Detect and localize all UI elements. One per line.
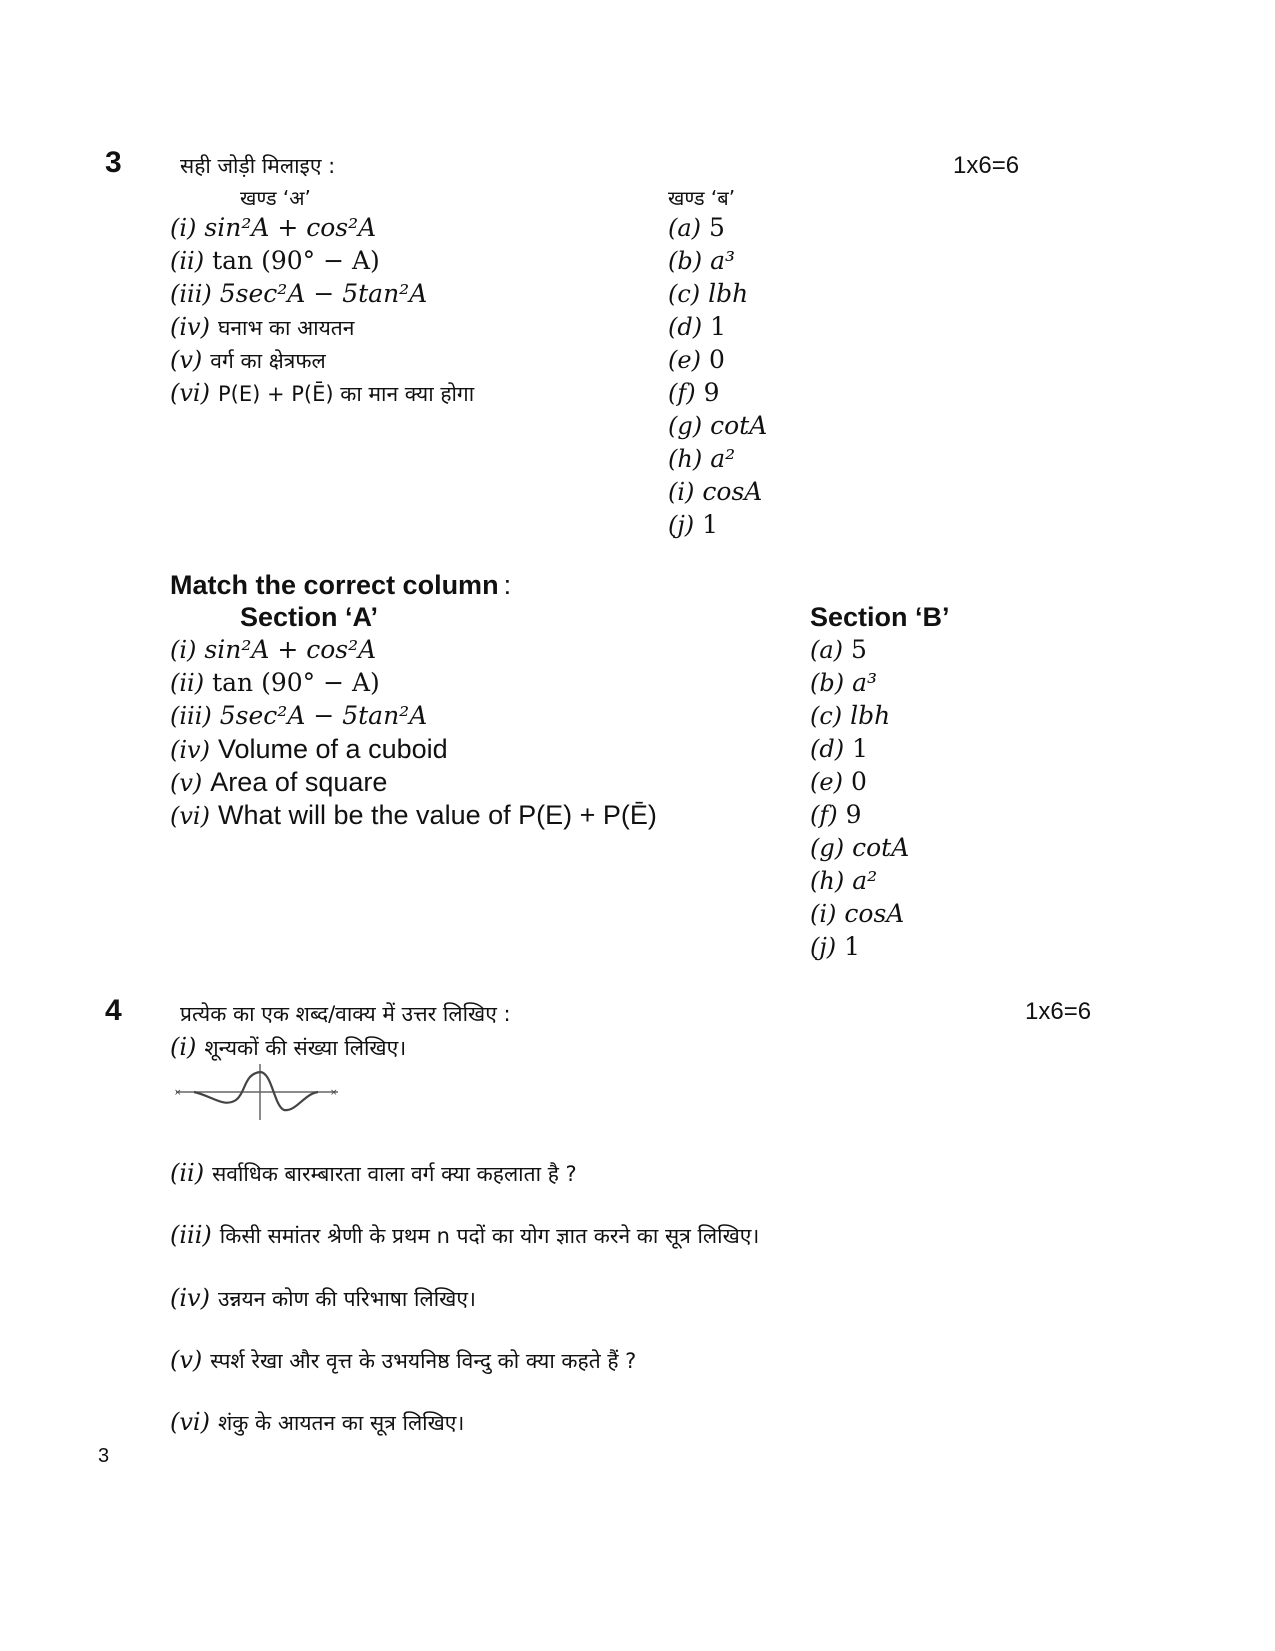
graph-x-arrow-left: × — [174, 1088, 182, 1098]
item-label: (h) — [668, 445, 703, 473]
match-left-item — [170, 378, 474, 408]
item-label: (v) — [170, 769, 203, 797]
match-right-item — [668, 510, 718, 539]
item-text: 1 — [702, 510, 719, 539]
item-label: (v) — [170, 1346, 203, 1374]
item-text: शंकु के आयतन का सूत्र लिखिए। — [217, 1411, 465, 1435]
item-text: cosA — [844, 899, 905, 928]
item-text: किसी समांतर श्रेणी के प्रथम n पदों का योग ज्ञात करने का सूत्र लिखिए। — [219, 1224, 760, 1248]
item-text: वर्ग का क्षेत्रफल — [210, 349, 326, 373]
item-label: (ii) — [170, 247, 205, 275]
item-text: 1 — [844, 932, 861, 961]
question-4-instruction-hindi: प्रत्येक का एक शब्द/वाक्य में उत्तर लिखिए : — [180, 1002, 511, 1026]
item-text: cotA — [852, 833, 910, 862]
item-label: (e) — [668, 346, 701, 374]
item-text: सर्वाधिक बारम्बारता वाला वर्ग क्या कहलाता है ? — [212, 1162, 577, 1186]
item-label: (iv) — [170, 736, 210, 764]
item-label: (i) — [668, 478, 695, 506]
item-text: Volume of a cuboid — [217, 734, 448, 764]
item-label: (g) — [810, 834, 845, 862]
match-left-item — [170, 668, 380, 697]
section-b-hindi-heading: खण्ड ‘ब’ — [668, 186, 736, 210]
match-right-item — [668, 411, 767, 440]
item-label: (i) — [810, 900, 837, 928]
item-label: (iii) — [170, 1221, 212, 1249]
graph-x-arrow-right: × — [330, 1088, 338, 1098]
match-left-item — [170, 701, 427, 730]
question-3-number: 3 — [105, 146, 122, 179]
match-right-item — [668, 246, 735, 275]
item-text: a² — [710, 444, 736, 473]
item-text: a³ — [852, 668, 878, 697]
short-answer-item — [170, 1345, 636, 1375]
item-label: (i) — [170, 636, 197, 664]
item-label: (vi) — [170, 802, 210, 830]
match-right-item — [668, 477, 762, 506]
item-label: (i) — [170, 214, 197, 242]
match-left-item — [170, 246, 380, 275]
item-text: 5 — [709, 213, 725, 242]
item-label: (c) — [668, 280, 701, 308]
page-number: 3 — [98, 1445, 110, 1467]
match-right-item — [810, 866, 877, 895]
item-label: (g) — [668, 412, 703, 440]
item-label: (ii) — [170, 669, 205, 697]
short-answer-item — [170, 1032, 406, 1062]
item-label: (b) — [810, 669, 845, 697]
match-left-item — [170, 213, 376, 242]
match-right-item — [668, 279, 748, 308]
short-answer-item — [170, 1407, 464, 1437]
item-text: 5sec²A − 5tan²A — [219, 279, 428, 308]
item-label: (e) — [810, 768, 843, 796]
match-left-item — [170, 312, 354, 342]
match-right-item — [668, 444, 735, 473]
item-label: (iii) — [170, 280, 212, 308]
polynomial-graph-figure — [172, 1062, 342, 1124]
english-instruction — [170, 570, 511, 601]
item-text: 9 — [703, 378, 720, 407]
item-text: 5sec²A − 5tan²A — [219, 701, 428, 730]
item-text: 9 — [845, 800, 862, 829]
item-text: 5 — [851, 635, 867, 664]
section-a-english-heading: Section ‘A’ — [240, 602, 379, 632]
item-label: (j) — [810, 933, 837, 961]
item-text: cosA — [702, 477, 763, 506]
section-b-english-heading: Section ‘B’ — [810, 602, 950, 632]
item-label: (d) — [810, 735, 845, 763]
item-text: स्पर्श रेखा और वृत्त के उभयनिष्ठ विन्दु को क्या कहते हैं ? — [210, 1349, 637, 1373]
item-text: What will be the value of P(E) + P(Ē) — [217, 800, 657, 830]
item-text: P(E) + P(Ē) का मान क्या होगा — [217, 382, 475, 406]
item-label: (h) — [810, 867, 845, 895]
item-label: (vi) — [170, 379, 210, 407]
match-right-item — [668, 312, 726, 341]
item-text: lbh — [708, 279, 749, 308]
item-label: (ii) — [170, 1159, 205, 1187]
match-right-item — [668, 213, 725, 242]
item-text: घनाभ का आयतन — [217, 316, 355, 340]
item-text: 0 — [708, 345, 725, 374]
match-left-item — [170, 734, 448, 765]
item-text: lbh — [850, 701, 891, 730]
item-text: tan (90° − A) — [212, 246, 380, 275]
match-right-item — [810, 635, 867, 664]
match-left-item — [170, 345, 326, 375]
item-label: (a) — [810, 636, 844, 664]
match-right-item — [810, 932, 860, 961]
instruction-colon: : — [503, 570, 512, 600]
match-right-item — [810, 899, 904, 928]
item-label: (b) — [668, 247, 703, 275]
section-a-hindi-heading: खण्ड ‘अ’ — [240, 186, 311, 210]
item-text: 1 — [710, 312, 726, 341]
graph-curve — [194, 1072, 318, 1110]
short-answer-item — [170, 1283, 476, 1313]
item-label: (iv) — [170, 313, 210, 341]
match-right-item — [810, 734, 868, 763]
item-label: (vi) — [170, 1408, 210, 1436]
item-label: (a) — [668, 214, 702, 242]
question-4-number: 4 — [105, 994, 122, 1027]
item-text: शून्यकों की संख्या लिखिए। — [204, 1036, 407, 1060]
item-text: Area of square — [210, 767, 388, 797]
item-text: 0 — [850, 767, 867, 796]
item-text: sin²A + cos²A — [204, 635, 377, 664]
item-label: (f) — [810, 801, 838, 829]
match-left-item — [170, 800, 657, 831]
instruction-text: Match the correct column — [170, 570, 499, 600]
item-text: a³ — [710, 246, 736, 275]
item-label: (v) — [170, 346, 203, 374]
question-3-marks: 1x6=6 — [953, 152, 1020, 179]
item-label: (iv) — [170, 1284, 210, 1312]
match-right-item — [810, 767, 867, 796]
item-label: (c) — [810, 702, 843, 730]
match-left-item — [170, 767, 387, 798]
item-label: (iii) — [170, 702, 212, 730]
match-left-item — [170, 279, 427, 308]
match-right-item — [810, 701, 890, 730]
question-4-marks: 1x6=6 — [1025, 998, 1092, 1025]
item-text: a² — [852, 866, 878, 895]
item-text: sin²A + cos²A — [204, 213, 377, 242]
item-text: उन्नयन कोण की परिभाषा लिखिए। — [217, 1287, 476, 1311]
match-left-item — [170, 635, 376, 664]
match-right-item — [810, 800, 862, 829]
question-3-instruction-hindi: सही जोड़ी मिलाइए : — [180, 154, 336, 178]
item-label: (d) — [668, 313, 703, 341]
match-right-item — [810, 833, 909, 862]
item-text: tan (90° − A) — [212, 668, 380, 697]
item-label: (f) — [668, 379, 696, 407]
item-label: (i) — [170, 1033, 197, 1061]
match-right-item — [668, 378, 720, 407]
item-text: 1 — [852, 734, 868, 763]
match-right-item — [810, 668, 877, 697]
short-answer-item — [170, 1220, 759, 1250]
short-answer-item — [170, 1158, 577, 1188]
match-right-item — [668, 345, 725, 374]
item-text: cotA — [710, 411, 768, 440]
item-label: (j) — [668, 511, 695, 539]
